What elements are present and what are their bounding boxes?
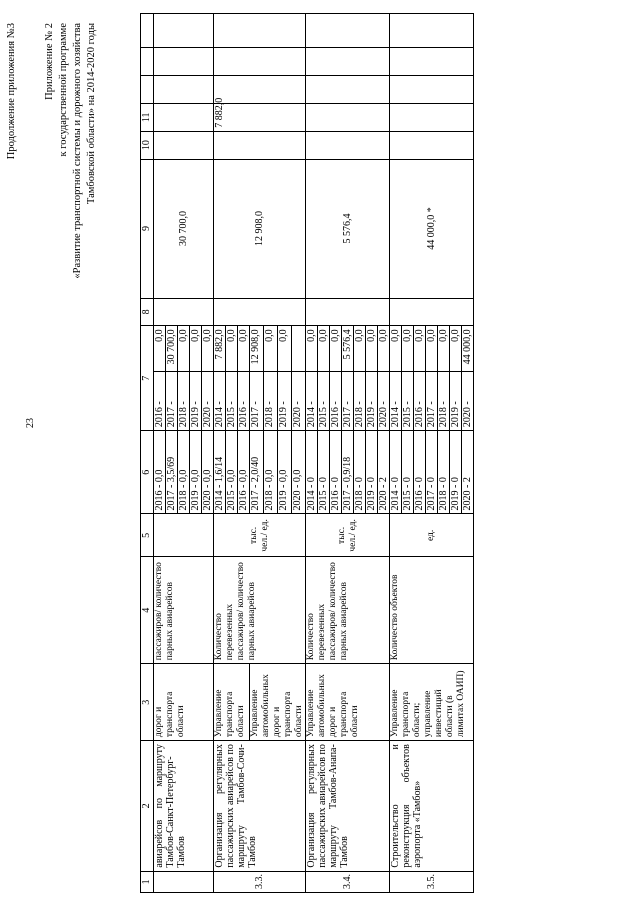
program-name: «Развитие транспортной системы и дорожного хозяйства (72, 23, 83, 279)
col-4: 4 (141, 557, 154, 664)
target-value: 2015 - 0 (318, 431, 330, 514)
annex-title: Приложение № 2 (44, 23, 55, 100)
funding-amount: 0,0 (202, 326, 214, 372)
funding-amount: 0,0 (390, 326, 402, 372)
table-cell (214, 48, 306, 76)
col8-cell (214, 298, 306, 326)
executor: Управление транспорта области; управление инвестиций области (в лимитах ОАИП) (390, 664, 474, 741)
target-value: 2014 - 0 (390, 431, 402, 514)
table-cell (154, 76, 214, 104)
unit: тыс. чел./ ед. (214, 514, 306, 557)
indicator: пассажиров/ количество парных авиарейсов (154, 557, 214, 664)
table-cell (390, 48, 474, 76)
target-value: 2017 - 0,9/18 (342, 431, 354, 514)
measure-name: Организация регулярных пассажирских авиарейсов по маршруту Тамбов-Сочи-Тамбов (214, 741, 306, 871)
indicator: Количество объектов (390, 557, 474, 664)
unit (154, 514, 214, 557)
col-7: 7 (141, 326, 154, 431)
funding-amount: 0,0 (414, 326, 426, 372)
target-value: 2017 - 3,5/69 (166, 431, 178, 514)
col-8: 8 (141, 298, 154, 326)
target-value: 2019 - 0,0 (190, 431, 202, 514)
funding-amount: 0,0 (402, 326, 414, 372)
unit: тыс. чел./ ед. (306, 514, 390, 557)
row-number: 3.3. (214, 871, 306, 892)
funding-year: 2017 - (166, 372, 178, 431)
program-region: Тамбовской области» на 2014-2020 годы (86, 23, 97, 205)
funding-year: 2015 - (318, 372, 330, 431)
target-value: 2018 - 0,0 (264, 431, 278, 514)
funding-year: 2019 - (450, 372, 462, 431)
funding-year: 2016 - (238, 372, 250, 431)
col9-value: 5 576,4 (306, 159, 390, 298)
funding-amount: 0,0 (330, 326, 342, 372)
table-cell (154, 14, 214, 48)
target-value: 2016 - 0,0 (154, 431, 166, 514)
executor: Управление автомобильных дорог и транспорта области (250, 664, 306, 741)
col11-value (306, 103, 390, 131)
target-value: 2020 - 2 (378, 431, 390, 514)
table-cell (306, 14, 390, 48)
unit: ед. (390, 514, 474, 557)
funding-amount: 5 576,4 (342, 326, 354, 372)
funding-year: 2020 - (378, 372, 390, 431)
col11-value (390, 103, 474, 131)
funding-amount: 0,0 (264, 326, 278, 372)
funding-amount: 0,0 (238, 326, 250, 372)
col8-cell (390, 298, 474, 326)
funding-amount: 0,0 (354, 326, 366, 372)
funding-year: 2018 - (354, 372, 366, 431)
program-table (140, 13, 474, 893)
col10-cell (306, 131, 390, 159)
funding-amount: 7 882,0 (214, 326, 226, 372)
funding-amount: 12 908,0 (250, 326, 264, 372)
target-value: 2019 - 0,0 (278, 431, 292, 514)
measure-name: Организация регулярных пассажирских авиарейсов по маршруту Тамбов-Анапа-Тамбов (306, 741, 390, 871)
funding-year: 2018 - (264, 372, 278, 431)
measure-name: Строительство и реконструкция объектов аэропорта «Тамбов» (390, 741, 474, 871)
target-value: 2016 - 0 (330, 431, 342, 514)
table-cell (306, 48, 390, 76)
funding-year: 2020 - (292, 372, 306, 431)
table-row (214, 14, 226, 893)
table-cell (214, 14, 306, 48)
col9-value: 30 700,0 (154, 159, 214, 298)
col11-value (154, 103, 214, 131)
funding-amount: 44 000,0 (462, 326, 474, 372)
funding-amount: 30 700,0 (166, 326, 178, 372)
funding-amount: 0,0 (366, 326, 378, 372)
row-number: 3.4. (306, 871, 390, 892)
funding-year: 2014 - (390, 372, 402, 431)
col-9: 9 (141, 159, 154, 298)
funding-year: 2018 - (178, 372, 190, 431)
target-value: 2017 - 0 (426, 431, 438, 514)
target-value: 2015 - 0,0 (226, 431, 238, 514)
table-cell (154, 48, 214, 76)
executor: Управление транспорта области (214, 664, 250, 741)
executor: Управление автомобильных дорог и транспорта области (306, 664, 390, 741)
funding-amount: 0,0 (438, 326, 450, 372)
rotated-page (6, 13, 640, 893)
col9-value: 44 000,0 * (390, 159, 474, 298)
funding-year: 2014 - (306, 372, 318, 431)
measure-name: авиарейсов по маршруту Тамбов-Санкт-Петербург-Тамбов (154, 741, 214, 871)
target-value: 2018 - 0 (354, 431, 366, 514)
funding-amount: 0,0 (426, 326, 438, 372)
funding-amount: 0,0 (306, 326, 318, 372)
table-row (154, 14, 166, 893)
funding-year: 2015 - (226, 372, 238, 431)
executor: дорог и транспорта области (154, 664, 214, 741)
target-value: 2019 - 0 (366, 431, 378, 514)
indicator: Количество перевезенных пассажиров/ количество парных авиарейсов (306, 557, 390, 664)
col11-value: 7 882,0 (214, 103, 306, 131)
annex-ref: к государственной программе (58, 23, 69, 157)
col-6: 6 (141, 431, 154, 514)
row-number: 3.5. (390, 871, 474, 892)
table-cell (306, 76, 390, 104)
funding-year: 2018 - (438, 372, 450, 431)
funding-amount: 0,0 (226, 326, 238, 372)
funding-amount: 0,0 (278, 326, 292, 372)
column-numbers-row (141, 14, 154, 893)
col-11: 11 (141, 103, 154, 131)
funding-amount: 0,0 (378, 326, 390, 372)
funding-amount: 0,0 (190, 326, 202, 372)
row-number (154, 871, 214, 892)
col-2: 2 (141, 741, 154, 871)
funding-amount: 0,0 (318, 326, 330, 372)
target-value: 2016 - 0 (414, 431, 426, 514)
funding-year: 2019 - (190, 372, 202, 431)
col10-cell (154, 131, 214, 159)
funding-year: 2016 - (414, 372, 426, 431)
funding-amount: 0,0 (178, 326, 190, 372)
col-5: 5 (141, 514, 154, 557)
table-row (390, 14, 402, 893)
funding-year: 2017 - (342, 372, 354, 431)
target-value: 2020 - 0,0 (292, 431, 306, 514)
target-value: 2017 - 2,0/40 (250, 431, 264, 514)
page-number: 23 (25, 418, 36, 428)
table-cell (214, 76, 306, 104)
table-cell (390, 76, 474, 104)
target-value: 2014 - 0 (306, 431, 318, 514)
funding-year: 2017 - (250, 372, 264, 431)
funding-year: 2016 - (330, 372, 342, 431)
funding-year: 2017 - (426, 372, 438, 431)
funding-year: 2019 - (278, 372, 292, 431)
target-value: 2020 - 0,0 (202, 431, 214, 514)
table-row (306, 14, 318, 893)
continuation-note: Продолжение приложения №3 (6, 23, 17, 160)
funding-amount (292, 326, 306, 372)
target-value: 2018 - 0,0 (178, 431, 190, 514)
target-value: 2016 - 0,0 (238, 431, 250, 514)
target-value: 2018 - 0 (438, 431, 450, 514)
table-cell (390, 14, 474, 48)
col-10: 10 (141, 131, 154, 159)
funding-year: 2020 - (202, 372, 214, 431)
target-value: 2014 - 1,6/14 (214, 431, 226, 514)
col-1: 1 (141, 871, 154, 892)
funding-year: 2015 - (402, 372, 414, 431)
col10-cell (390, 131, 474, 159)
col-3: 3 (141, 664, 154, 741)
target-value: 2015 - 0 (402, 431, 414, 514)
funding-year: 2020 - (462, 372, 474, 431)
col10-cell (214, 131, 306, 159)
col8-cell (154, 298, 214, 326)
target-value: 2019 - 0 (450, 431, 462, 514)
funding-year: 2019 - (366, 372, 378, 431)
target-value: 2020 - 2 (462, 431, 474, 514)
col8-cell (306, 298, 390, 326)
funding-year: 2016 - (154, 372, 166, 431)
indicator: Количество перевезенных пассажиров/ количество парных авиарейсов (214, 557, 306, 664)
funding-amount: 0,0 (450, 326, 462, 372)
funding-year: 2014 - (214, 372, 226, 431)
col9-value: 12 908,0 (214, 159, 306, 298)
funding-amount: 0,0 (154, 326, 166, 372)
